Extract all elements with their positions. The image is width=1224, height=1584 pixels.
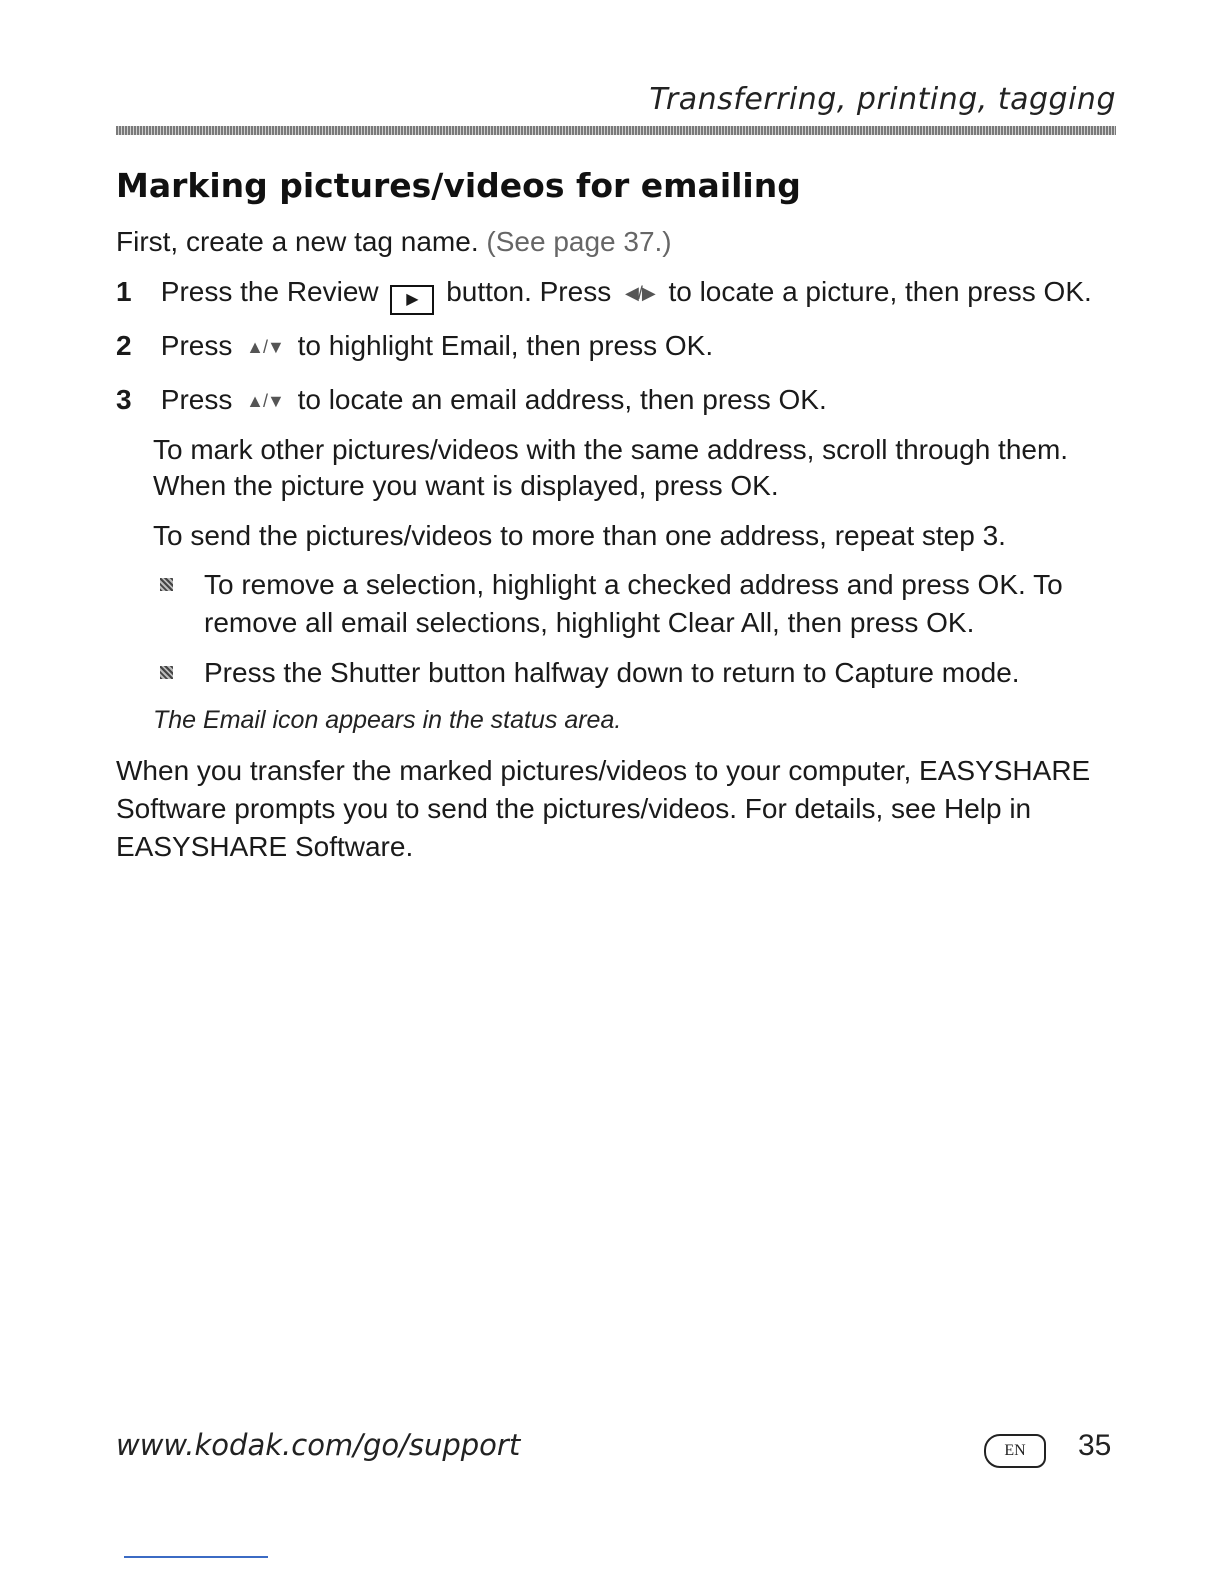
step-2 xyxy=(116,328,713,365)
step-text: Press xyxy=(160,330,233,361)
step-3 xyxy=(116,382,827,419)
page-title: Marking pictures/videos for emailing xyxy=(116,166,801,205)
bullet-text: To remove a selection, highlight a checked address and press OK. To remove all email selections, highlight Clear All, then press OK. xyxy=(204,569,1063,638)
up-down-arrows-icon: ▲/▼ xyxy=(246,391,284,411)
step-text: Press the Review xyxy=(160,276,379,307)
step-text: button. Press xyxy=(446,276,612,307)
note-text: The Email icon appears in the status area. xyxy=(153,706,622,734)
step-number: 3 xyxy=(116,384,132,415)
paragraph: To mark other pictures/videos with the same address, scroll through them. When the picture you want is displayed, press OK. xyxy=(153,434,1069,501)
paragraph: To send the pictures/videos to more than one address, repeat step 3. xyxy=(153,520,1006,551)
step-text: to highlight Email, then press OK. xyxy=(297,330,714,361)
up-down-arrows-icon: ▲/▼ xyxy=(246,337,284,357)
closing-paragraph: When you transfer the marked pictures/videos to your computer, EASYSHARE Software prompts you to send the pictures/videos. For details, see Help in EASYSHARE Software. xyxy=(116,755,1091,862)
step-number: 1 xyxy=(116,276,132,307)
step-text: Press xyxy=(160,384,233,415)
bullet-text: Press the Shutter button halfway down to return to Capture mode. xyxy=(204,657,1020,688)
left-right-arrows-icon: ◀/▶ xyxy=(624,283,655,303)
intro-paragraph xyxy=(116,224,672,260)
review-button-icon: ▶ xyxy=(390,285,434,315)
header-rule xyxy=(116,126,1116,135)
language-en-icon: EN xyxy=(984,1434,1046,1468)
bottom-rule xyxy=(124,1556,268,1558)
running-header: Transferring, printing, tagging xyxy=(649,82,1116,117)
step-number: 2 xyxy=(116,330,132,361)
bullet-square-icon xyxy=(160,666,173,679)
support-url-link[interactable]: www.kodak.com/go/support xyxy=(116,1428,521,1462)
step-text: to locate an email address, then press OK. xyxy=(297,384,827,415)
page-number: 35 xyxy=(1078,1429,1112,1462)
bullet-square-icon xyxy=(160,578,173,591)
intro-text: First, create a new tag name. xyxy=(116,226,487,257)
page-reference-link[interactable]: (See page 37.) xyxy=(486,226,672,257)
step-1 xyxy=(116,274,1092,315)
step-text: to locate a picture, then press OK. xyxy=(668,276,1092,307)
